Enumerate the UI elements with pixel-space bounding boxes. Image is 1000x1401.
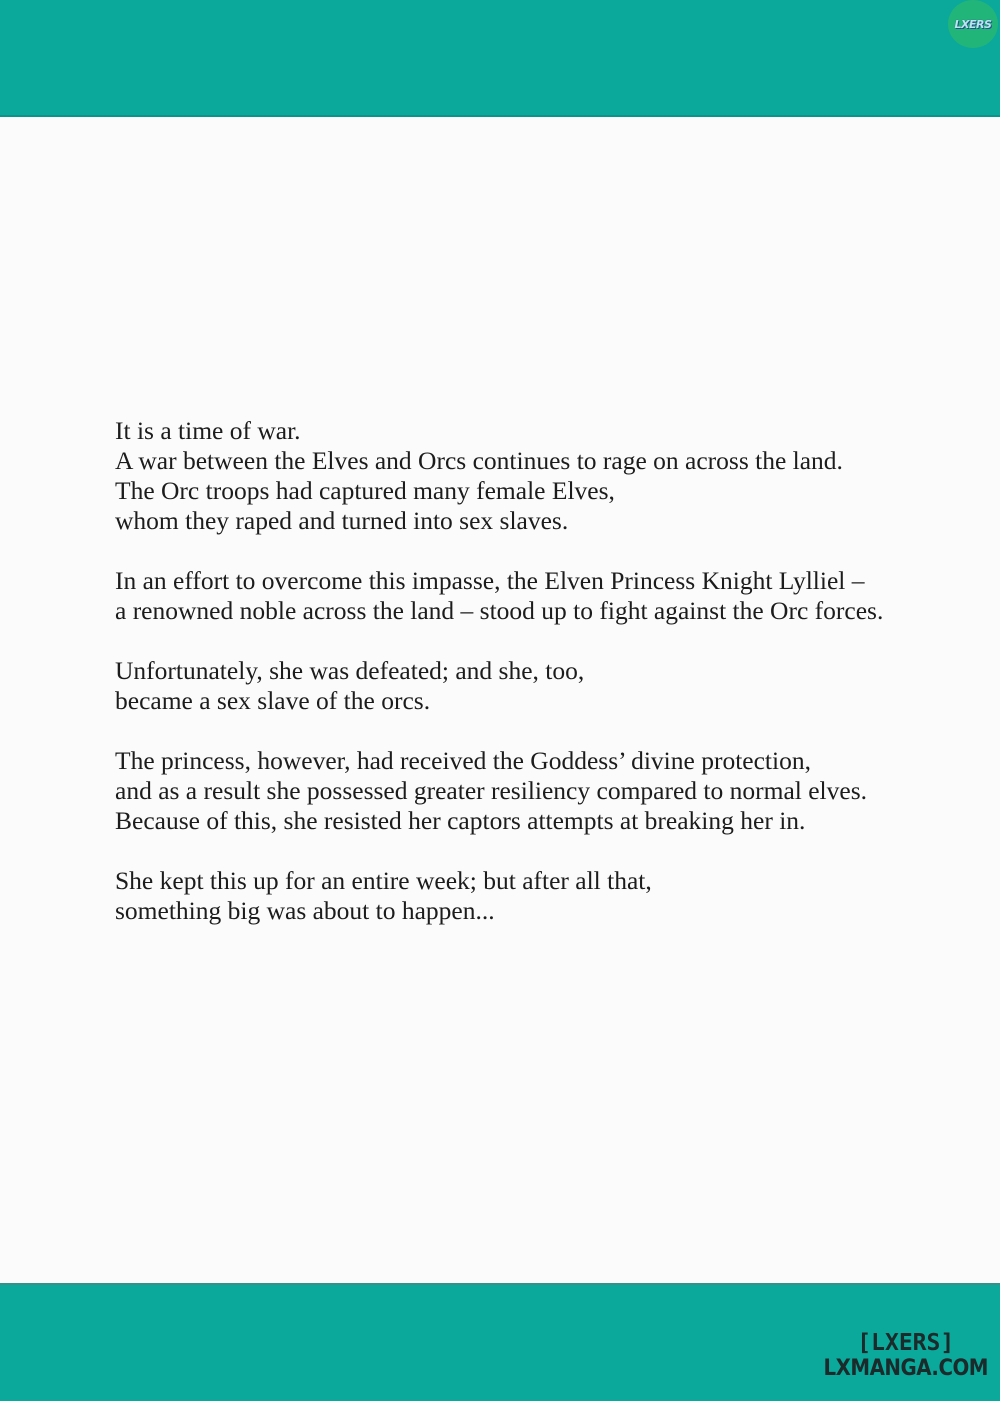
- story-paragraph: [115, 416, 995, 536]
- story-paragraph: [115, 566, 995, 626]
- lxers-logo-badge: [948, 0, 998, 48]
- credit-site-name: LXMANGA.COM: [823, 1356, 988, 1381]
- story-line: became a sex slave of the orcs.: [115, 686, 431, 715]
- story-line: a renowned noble across the land – stood up to fight against the Orc forces.: [115, 596, 884, 625]
- story-text: [115, 416, 995, 956]
- story-line: In an effort to overcome this impasse, the Elven Princess Knight Lylliel –: [115, 566, 865, 595]
- scanlation-credit: [824, 1330, 989, 1382]
- story-line: and as a result she possessed greater resiliency compared to normal elves.: [115, 776, 867, 805]
- header-band: [0, 0, 1000, 117]
- story-paragraph: [115, 746, 995, 836]
- credit-group-name: [LXERS]: [857, 1330, 955, 1356]
- lxers-logo-text: LXERS: [954, 17, 992, 31]
- story-line: something big was about to happen...: [115, 896, 495, 925]
- story-line: The Orc troops had captured many female Elves,: [115, 476, 615, 505]
- story-paragraph: [115, 656, 995, 716]
- story-paragraph: [115, 866, 995, 926]
- story-line: Unfortunately, she was defeated; and she, too,: [115, 656, 585, 685]
- story-line: She kept this up for an entire week; but after all that,: [115, 866, 652, 895]
- story-line: Because of this, she resisted her captors attempts at breaking her in.: [115, 806, 806, 835]
- story-line: It is a time of war.: [115, 416, 301, 445]
- story-line: A war between the Elves and Orcs continues to rage on across the land.: [115, 446, 843, 475]
- story-line: The princess, however, had received the Goddess’ divine protection,: [115, 746, 811, 775]
- story-line: whom they raped and turned into sex slaves.: [115, 506, 569, 535]
